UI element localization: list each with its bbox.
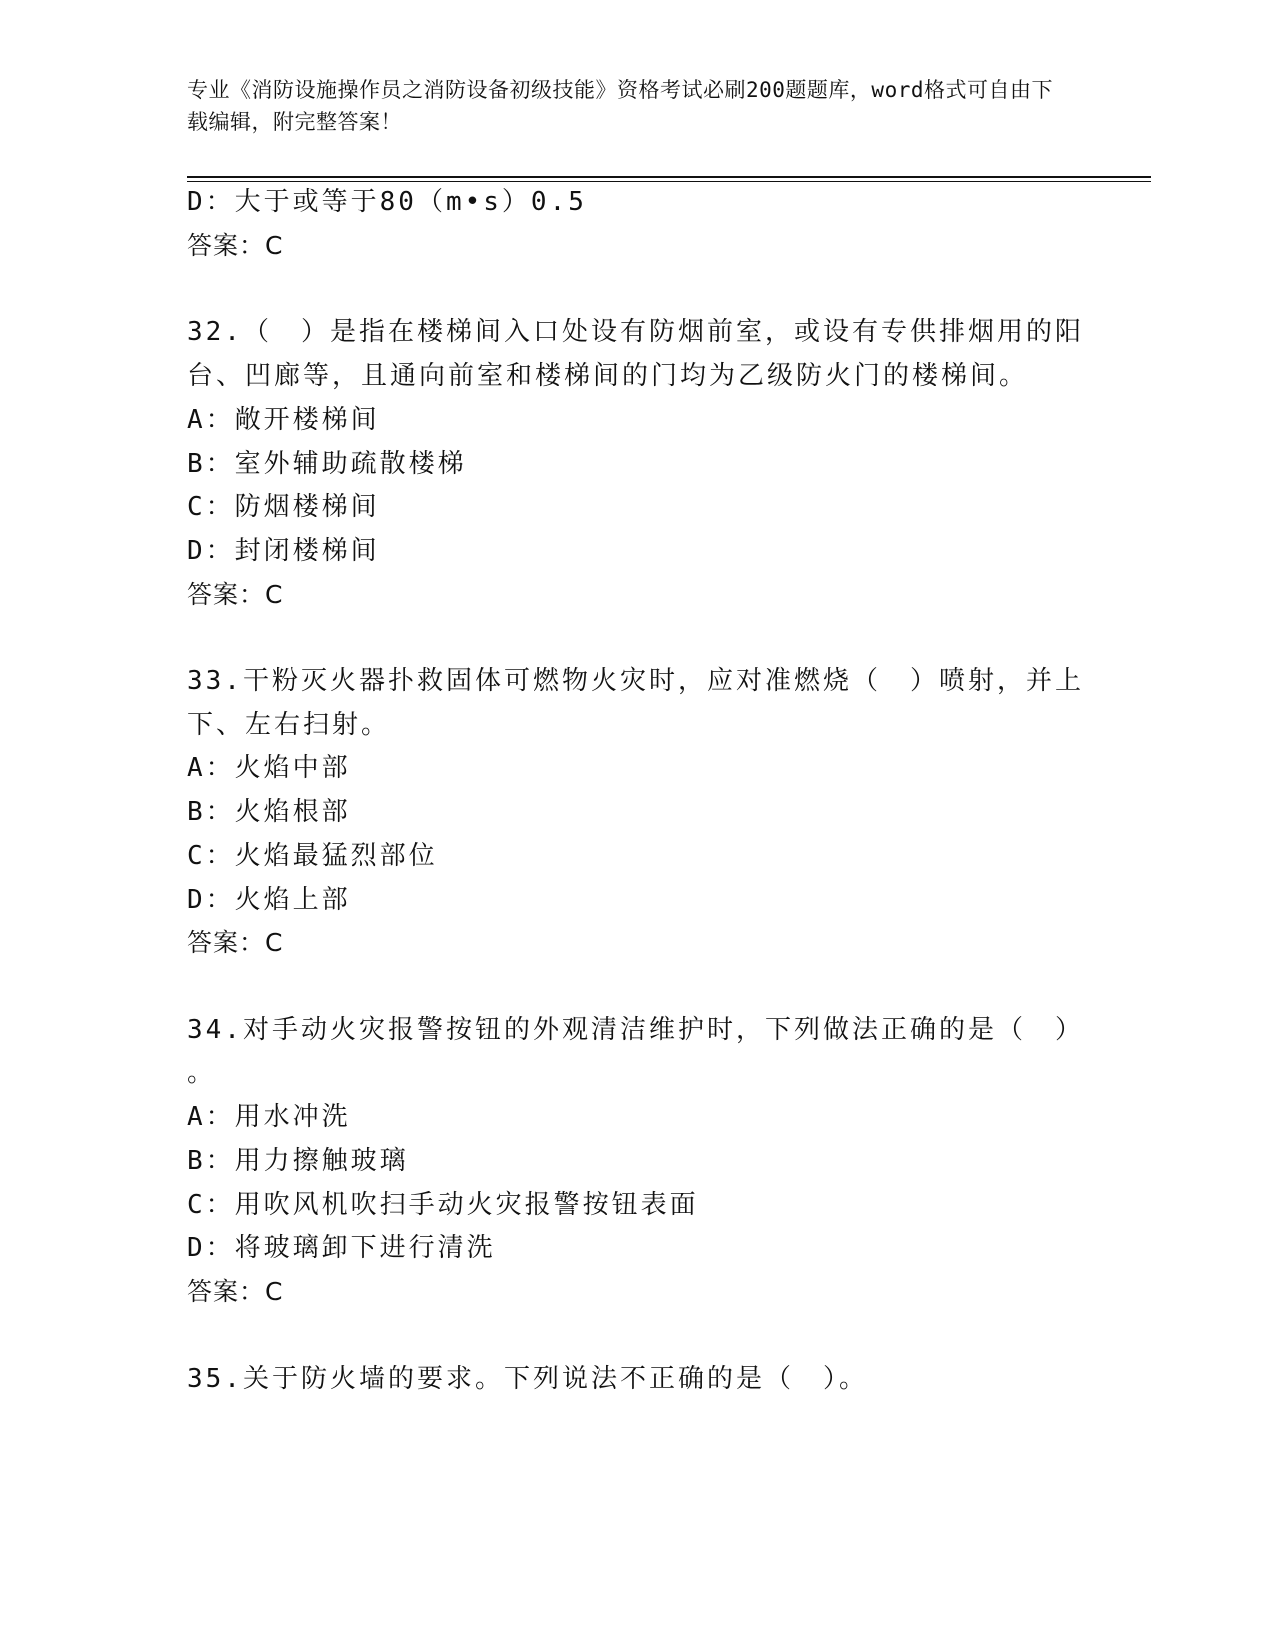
q34-option-c: C：用吹风机吹扫手动火灾报警按钮表面	[187, 1190, 699, 1220]
q33-option-b: B：火焰根部	[187, 797, 351, 827]
q33-option-d: D：火焰上部	[187, 885, 351, 915]
q34-stem-line1: 34.对手动火灾报警按钮的外观清洁维护时，下列做法正确的是（ ）	[187, 1015, 1084, 1045]
prev-answer: 答案：C	[187, 231, 284, 260]
q34-answer: 答案：C	[187, 1277, 284, 1306]
q33-option-c: C：火焰最猛烈部位	[187, 841, 438, 871]
q35-stem-line1: 35.关于防火墙的要求。下列说法不正确的是（ ）。	[187, 1364, 868, 1394]
q32-option-d: D：封闭楼梯间	[187, 536, 380, 566]
q32-option-a: A：敞开楼梯间	[187, 405, 380, 435]
q34-option-b: B：用力擦触玻璃	[187, 1146, 409, 1176]
header-divider	[187, 176, 1151, 178]
document-header: 专业《消防设施操作员之消防设备初级技能》资格考试必刷200题题库，word格式可自由下载编辑，附完整答案！	[187, 78, 1053, 134]
prev-option-d: D：大于或等于80（m•s）0.5	[187, 187, 587, 217]
q32-stem-line1: 32.（ ）是指在楼梯间入口处设有防烟前室，或设有专供排烟用的阳	[187, 317, 1084, 347]
q33-stem-line1: 33.干粉灭火器扑救固体可燃物火灾时，应对准燃烧（ ）喷射，并上	[187, 666, 1084, 696]
q32-option-c: C：防烟楼梯间	[187, 492, 380, 522]
q32-stem-line2: 台、凹廊等，且通向前室和楼梯间的门均为乙级防火门的楼梯间。	[187, 361, 1029, 391]
q34-option-a: A：用水冲洗	[187, 1102, 351, 1132]
q32-option-b: B：室外辅助疏散楼梯	[187, 449, 467, 479]
q32-answer: 答案：C	[187, 580, 284, 609]
q33-answer: 答案：C	[187, 928, 284, 957]
q34-stem-line2: 。	[187, 1058, 217, 1088]
q33-stem-line2: 下、左右扫射。	[187, 710, 391, 740]
header-divider-thin	[187, 181, 1151, 182]
q34-option-d: D：将玻璃卸下进行清洗	[187, 1233, 496, 1263]
q33-option-a: A：火焰中部	[187, 753, 351, 783]
